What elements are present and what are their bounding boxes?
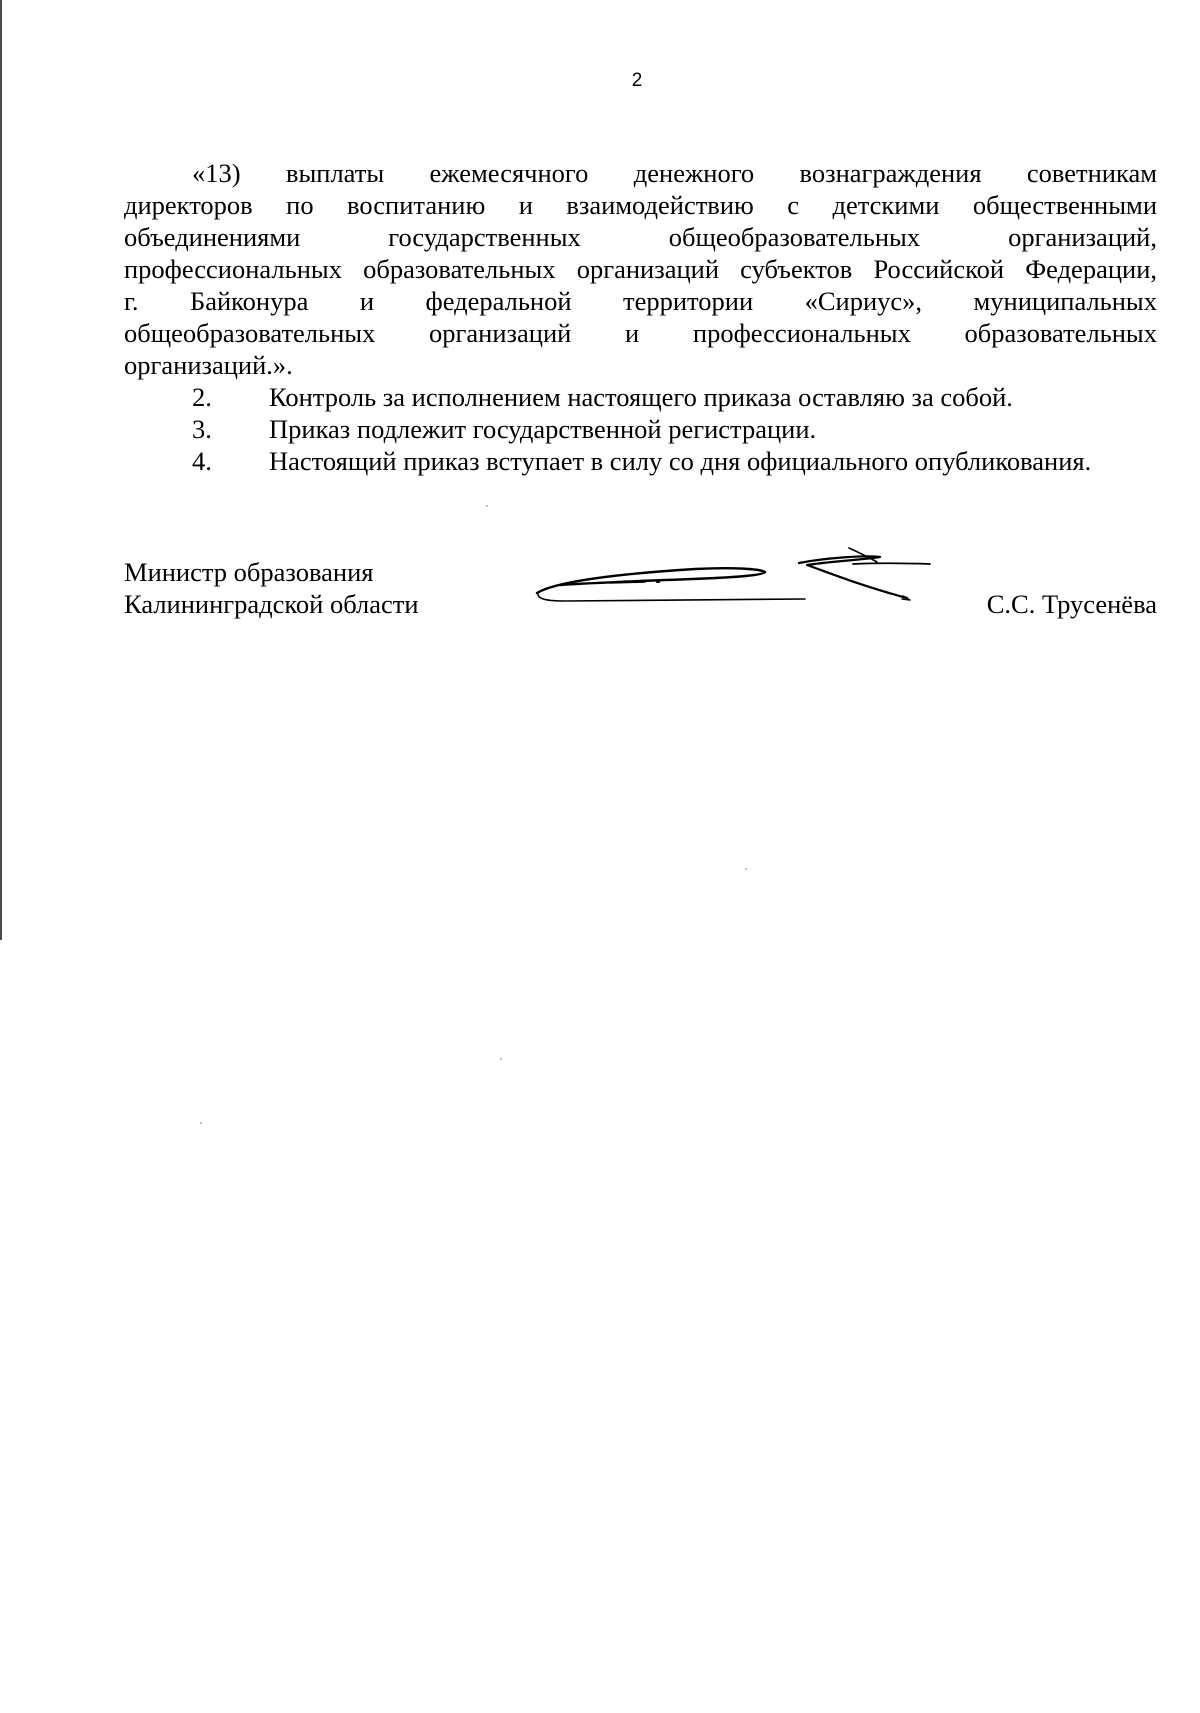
list-item-3 bbox=[124, 413, 1157, 445]
list-item-4 bbox=[124, 445, 1157, 477]
scan-speck bbox=[500, 1058, 502, 1060]
item-text: Контроль за исполнением настоящего приказа оставляю за собой. bbox=[269, 382, 1013, 412]
handwritten-signature bbox=[535, 538, 955, 618]
list-item-2 bbox=[124, 381, 1157, 413]
scan-edge-mark bbox=[0, 0, 2, 940]
signatory-name: С.С. Трусенёва bbox=[986, 589, 1157, 619]
paragraph-13-line-7: организаций.». bbox=[124, 350, 293, 380]
scan-speck bbox=[200, 1122, 202, 1124]
item-number: 4. bbox=[192, 446, 212, 476]
paragraph-13-line-3: объединениями государственных общеобразовательных организаций, bbox=[124, 222, 1157, 252]
signatory-position bbox=[124, 556, 419, 620]
paragraph-13-line-1: «13) выплаты ежемесячного денежного вознаграждения советникам bbox=[192, 158, 1157, 188]
signatory-position-line-1: Министр образования bbox=[124, 557, 374, 587]
paragraph-13-line-4: профессиональных образовательных организаций субъектов Российской Федерации, bbox=[124, 254, 1157, 284]
signatory-position-line-2: Калининградской области bbox=[124, 589, 419, 619]
item-number: 2. bbox=[192, 382, 212, 412]
scan-speck bbox=[486, 505, 488, 507]
document-body bbox=[124, 157, 1157, 477]
item-text: Приказ подлежит государственной регистрации. bbox=[269, 414, 817, 444]
item-number: 3. bbox=[192, 414, 212, 444]
paragraph-13-line-2: директоров по воспитанию и взаимодействию с детскими общественными bbox=[124, 190, 1157, 220]
scan-speck bbox=[745, 868, 747, 870]
paragraph-13-line-6: общеобразовательных организаций и профессиональных образовательных bbox=[124, 318, 1157, 348]
paragraph-13-line-5: г. Байконура и федеральной территории «Сириус», муниципальных bbox=[124, 286, 1157, 316]
item-text: Настоящий приказ вступает в силу со дня официального опубликования. bbox=[269, 446, 1092, 476]
page-number: 2 bbox=[631, 70, 643, 91]
